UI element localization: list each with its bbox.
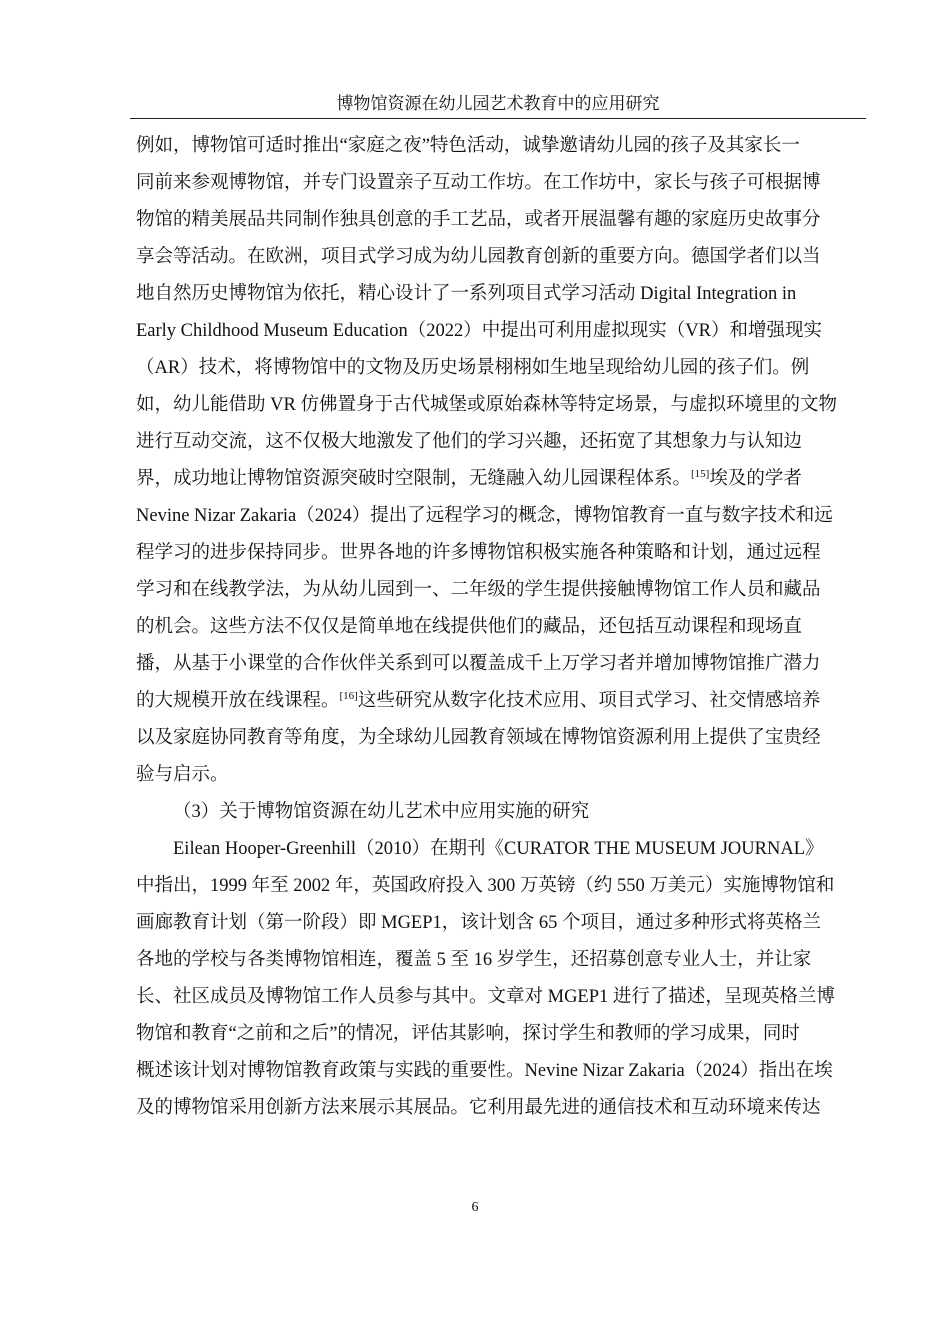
paragraph-line: Nevine Nizar Zakaria（2024）提出了远程学习的概念，博物馆教育一直与数字技术和远	[136, 506, 833, 526]
paragraph-line: （AR）技术，将博物馆中的文物及历史场景栩栩如生地呈现给幼儿园的孩子们。例	[136, 358, 810, 378]
paragraph-line: 进行互动交流，这不仅极大地激发了他们的学习兴趣，还拓宽了其想象力与认知边	[136, 432, 803, 452]
paragraph-line: 播，从基于小课堂的合作伙伴关系到可以覆盖成千上万学习者并增加博物馆推广潜力	[136, 654, 821, 674]
body-text	[136, 128, 864, 1127]
citation-ref-15: [15]	[691, 468, 710, 480]
paragraph-line: 以及家庭协同教育等角度，为全球幼儿园教育领域在博物馆资源利用上提供了宝贵经	[136, 728, 821, 748]
paragraph-line-with-citation	[136, 683, 864, 720]
paragraph-line: 学习和在线教学法，为从幼儿园到一、二年级的学生提供接触博物馆工作人员和藏品	[136, 580, 821, 600]
paragraph-line: 物馆的精美展品共同制作独具创意的手工艺品，或者开展温馨有趣的家庭历史故事分	[136, 210, 821, 230]
paragraph-line: 物馆和教育“之前和之后”的情况，评估其影响，探讨学生和教师的学习成果，同时	[136, 1024, 800, 1044]
paragraph-line-with-citation	[136, 461, 864, 498]
running-header-title: 博物馆资源在幼儿园艺术教育中的应用研究	[336, 94, 660, 113]
paragraph-line: 画廊教育计划（第一阶段）即 MGEP1，该计划含 65 个项目，通过多种形式将英格兰	[136, 913, 822, 933]
line-text: 这些研究从数字化技术应用、项目式学习、社交情感培养	[357, 691, 821, 711]
paragraph-line: 如，幼儿能借助 VR 仿佛置身于古代城堡或原始森林等特定场景，与虚拟环境里的文物	[136, 395, 837, 415]
paragraph-line: 及的博物馆采用创新方法来展示其展品。它利用最先进的通信技术和互动环境来传达	[136, 1098, 821, 1118]
line-text: 的大规模开放在线课程。	[136, 691, 340, 711]
paragraph-first-line: Eilean Hooper-Greenhill（2010）在期刊《CURATOR THE MUSEUM JOURNAL》	[173, 839, 824, 859]
paragraph-line: 验与启示。	[136, 765, 229, 785]
paragraph-line: Early Childhood Museum Education（2022）中提出可利用虚拟现实（VR）和增强现实	[136, 321, 823, 341]
line-text: 埃及的学者	[709, 469, 802, 489]
line-text: 界，成功地让博物馆资源突破时空限制，无缝融入幼儿园课程体系。	[136, 469, 692, 489]
page-number: 6	[471, 1200, 479, 1215]
paragraph-line: 同前来参观博物馆，并专门设置亲子互动工作坊。在工作坊中，家长与孩子可根据博	[136, 173, 821, 193]
paragraph-line: 各地的学校与各类博物馆相连，覆盖 5 至 16 岁学生，还招募创意专业人士，并让家	[136, 950, 812, 970]
citation-ref-16: [16]	[339, 690, 358, 702]
paragraph-line: 程学习的进步保持同步。世界各地的许多博物馆积极实施各种策略和计划，通过远程	[136, 543, 821, 563]
paragraph-line: 的机会。这些方法不仅仅是简单地在线提供他们的藏品，还包括互动课程和现场直	[136, 617, 803, 637]
paragraph-line: 地自然历史博物馆为依托，精心设计了一系列项目式学习活动 Digital Integration in	[136, 284, 797, 304]
paragraph-line: 例如，博物馆可适时推出“家庭之夜”特色活动，诚挚邀请幼儿园的孩子及其家长一	[136, 136, 800, 156]
paragraph-line: 中指出，1999 年至 2002 年，英国政府投入 300 万英镑（约 550 万美元）实施博物馆和	[136, 876, 835, 896]
paragraph-line: 享会等活动。在欧洲，项目式学习成为幼儿园教育创新的重要方向。德国学者们以当	[136, 247, 821, 267]
paragraph-line: 长、社区成员及博物馆工作人员参与其中。文章对 MGEP1 进行了描述，呈现英格兰博	[136, 987, 835, 1007]
section-heading: （3）关于博物馆资源在幼儿艺术中应用实施的研究	[173, 802, 590, 822]
paragraph-line: 概述该计划对博物馆教育政策与实践的重要性。Nevine Nizar Zakaria（2024）指出在埃	[136, 1061, 833, 1081]
running-header	[130, 92, 866, 119]
